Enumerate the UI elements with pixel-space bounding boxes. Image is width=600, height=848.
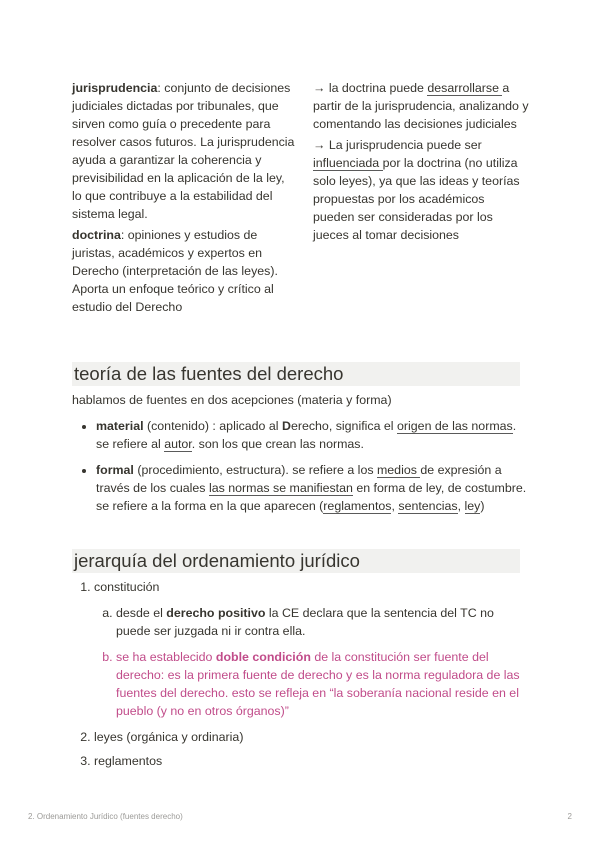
note1-text-a: → la doctrina puede <box>313 81 428 95</box>
material-text-4: . son los que crean las normas. <box>191 437 364 451</box>
formal-term: formal <box>96 463 134 477</box>
note2-text-a: → La jurisprudencia puede ser <box>313 138 482 152</box>
formal-text-6: ) <box>480 499 485 513</box>
material-bold-letter: D <box>281 419 291 433</box>
jurisprudencia-from-doctrina-note <box>313 136 529 244</box>
formal-underlined-medios: medios <box>376 463 421 477</box>
formal-underlined-manifiestan: las normas se manifiestan <box>208 481 353 495</box>
constitucion-label: constitución <box>94 580 160 594</box>
section-jerarquia <box>72 578 528 776</box>
jurisprudencia-term: jurisprudencia <box>72 81 158 95</box>
formal-text-4: , <box>391 499 399 513</box>
formal-underlined-sentencias: sentencias <box>398 499 458 513</box>
jurisprudencia-definition <box>72 79 297 223</box>
two-column-notes <box>72 79 532 319</box>
sub-b-text-2: de la constitución ser fuente del derecho: es la primera fuente de derecho y es la norma reguladora de las fuentes del derecho. esto se refleja en “la soberanía nacional reside en el pueblo (y no en otros órganos)” <box>116 650 520 718</box>
doctrina-from-jurisprudencia-note <box>313 79 529 133</box>
formal-underlined-reglamentos: reglamentos <box>323 499 392 513</box>
formal-underlined-ley: ley <box>464 499 481 513</box>
heading-teoria-fuentes: teoría de las fuentes del derecho <box>72 362 520 386</box>
formal-text-2: de expresión a través de los cuales <box>96 463 502 495</box>
material-underlined-autor: autor <box>164 437 192 451</box>
heading-jerarquia: jerarquía del ordenamiento jurídico <box>72 549 520 573</box>
note1-underlined: desarrollarse <box>427 81 503 95</box>
note2-text-b: por la doctrina (no utiliza solo leyes), ya que las ideas y teorías propuestas por los académicos pueden ser consideradas por los jueces al tomar decisiones <box>313 156 520 242</box>
material-text-3: . se refiere al <box>96 419 517 451</box>
material-text-2: erecho, significa el <box>290 419 398 433</box>
sub-b-text-1: se ha establecido <box>116 650 216 664</box>
note2-underlined: influenciada <box>313 156 383 170</box>
list-item-constitucion <box>94 578 528 720</box>
jerarquia-list <box>72 578 528 770</box>
doctrina-text: : opiniones y estudios de juristas, académicos y expertos en Derecho (interpretación de las leyes). Aporta un enfoque teórico y crítico al estudio del Derecho <box>72 228 278 314</box>
material-term: material <box>96 419 144 433</box>
material-underlined-origen: origen de las normas <box>397 419 513 433</box>
list-item-reglamentos: 3. reglamentos <box>94 752 528 770</box>
doble-condicion-term: doble condición <box>215 650 311 664</box>
derecho-positivo-term: derecho positivo <box>166 606 266 620</box>
note1-text-b: a partir de la jurisprudencia, analizando y comentando las decisiones judiciales <box>313 81 529 131</box>
left-column <box>72 79 297 319</box>
section-teoria-fuentes <box>72 391 528 523</box>
list-item-material <box>96 417 528 453</box>
section1-intro: hablamos de fuentes en dos acepciones (materia y forma) <box>72 393 392 407</box>
doctrina-term: doctrina <box>72 228 121 242</box>
doctrina-definition <box>72 226 297 316</box>
sub-a-text-2: la CE declara que la sentencia del TC no puede ser juzgada ni ir contra ella. <box>116 606 494 638</box>
formal-text-3: en forma de ley, de costumbre. se refiere a la forma en la que aparecen ( <box>96 481 527 513</box>
acepciones-list <box>72 417 528 515</box>
list-item-leyes: 2. leyes (orgánica y ordinaria) <box>94 728 528 746</box>
sub-a-text-1: desde el <box>116 606 167 620</box>
formal-text-1: (procedimiento, estructura). se refiere a los <box>133 463 377 477</box>
formal-text-5: , <box>457 499 465 513</box>
material-text-1: (contenido) : aplicado al <box>143 419 282 433</box>
list-item-formal <box>96 461 528 515</box>
jurisprudencia-text: : conjunto de decisiones judiciales dictadas por tribunales, que sirven como guía o precedente para resolver casos futuros. La jurisprudencia ayuda a garantizar la coherencia y previsibilidad en la aplicación de la ley, lo que contribuye a la estabilidad del sistema legal. <box>72 81 295 221</box>
sublist-item-a <box>116 604 528 640</box>
footer-document-title: 2. Ordenamiento Jurídico (fuentes derecho) <box>28 812 183 821</box>
footer-page-number: 2 <box>567 812 572 821</box>
sublist-item-b <box>116 648 528 720</box>
constitucion-sublist <box>94 604 528 720</box>
right-column <box>313 79 529 319</box>
